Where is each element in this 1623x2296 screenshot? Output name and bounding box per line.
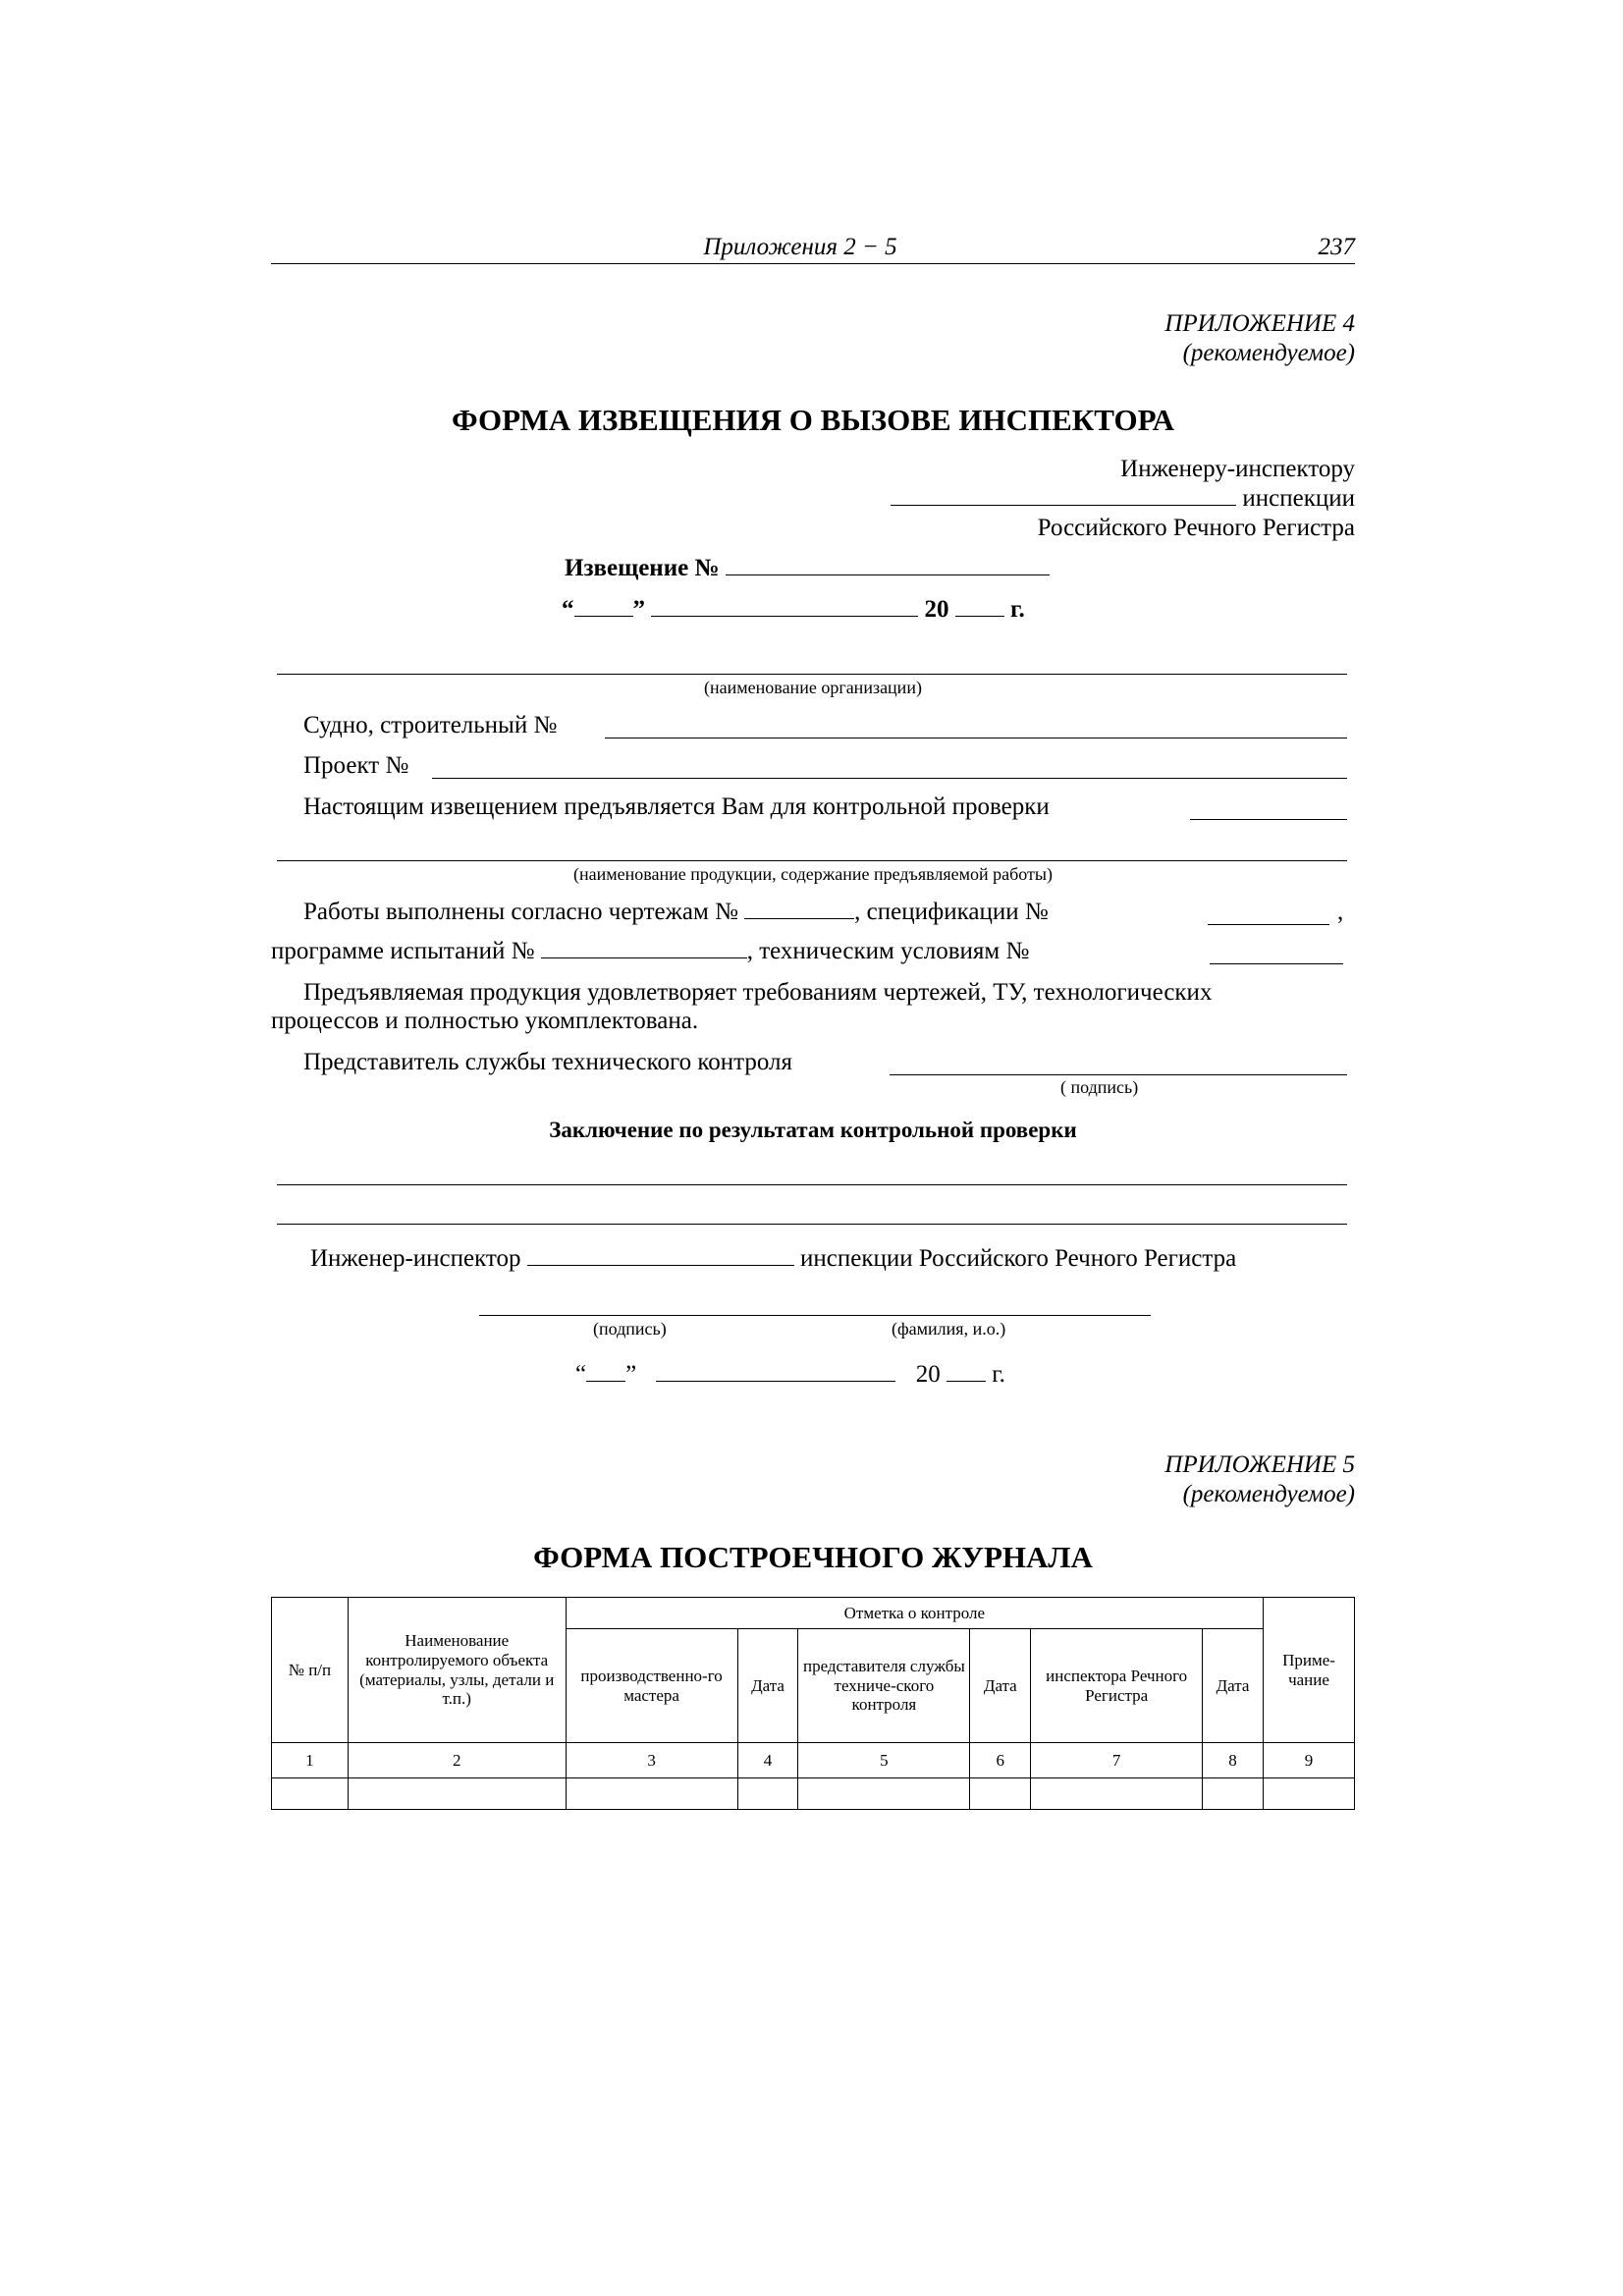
appendix5-note: (рекомендуемое)	[1182, 1481, 1355, 1507]
col-number: 5	[798, 1743, 970, 1778]
present-text: Настоящим извещением предъявляется Вам для контрольной проверки	[303, 793, 1050, 820]
table-cell[interactable]	[737, 1778, 798, 1810]
engineer-inspection-blank[interactable]	[527, 1264, 794, 1266]
running-title: Приложения 2 − 5	[703, 234, 897, 260]
engineer-signature-caption: (подпись)	[593, 1319, 667, 1339]
col-number: 7	[1031, 1743, 1203, 1778]
program-row: программе испытаний № , техническим условиям №	[271, 938, 1030, 964]
project-label: Проект №	[303, 752, 409, 779]
present-blank[interactable]	[1190, 819, 1347, 820]
specification-blank[interactable]	[1208, 924, 1329, 925]
control-mark-header: Отметка о контроле	[566, 1598, 1263, 1629]
table-cell[interactable]	[566, 1778, 737, 1810]
engineer-signature-blank[interactable]	[479, 1315, 1151, 1316]
appendix5-label: ПРИЛОЖЕНИЕ 5	[1164, 1451, 1355, 1478]
appendix5-title: ФОРМА ПОСТРОЕЧНОГО ЖУРНАЛА	[533, 1540, 1093, 1574]
col-number: 1	[272, 1743, 349, 1778]
product-blank[interactable]	[277, 860, 1347, 861]
compliance-line-1: Предъявляемая продукция удовлетворяет требованиям чертежей, ТУ, технологических	[303, 979, 1213, 1006]
notice-label: Извещение №	[565, 555, 720, 581]
compliance-line-2: процессов и полностью укомплектована.	[271, 1008, 699, 1034]
conclusion-blank-1[interactable]	[277, 1184, 1347, 1185]
col-master-header: производственно-го мастера	[566, 1629, 737, 1743]
construction-journal-table	[271, 1597, 1355, 1810]
tech-conditions-blank[interactable]	[1210, 963, 1343, 964]
col-number: 4	[737, 1743, 798, 1778]
representative-signature-caption: ( подпись)	[1060, 1077, 1139, 1097]
col-name-header: Наименование контролируемого объекта (материалы, узлы, детали и т.п.)	[348, 1598, 566, 1743]
col-number: 2	[348, 1743, 566, 1778]
representative-label: Представитель службы технического контроля	[303, 1049, 792, 1075]
conclusion-blank-2[interactable]	[277, 1224, 1347, 1225]
col-qc-header: представителя службы техниче-ского контроля	[798, 1629, 970, 1743]
header-rule	[271, 263, 1355, 264]
notice-month-blank[interactable]	[651, 615, 918, 617]
vessel-label: Судно, строительный №	[303, 712, 558, 738]
col-date-header: Дата	[1203, 1629, 1264, 1743]
drawings-blank[interactable]	[744, 917, 854, 919]
works-row: Работы выполнены согласно чертежам № , спецификации №	[303, 899, 1049, 925]
col-note-header: Приме-чание	[1264, 1598, 1355, 1743]
appendix4-note: (рекомендуемое)	[1182, 340, 1355, 366]
col-number: 6	[970, 1743, 1031, 1778]
appendix4-title: ФОРМА ИЗВЕЩЕНИЯ О ВЫЗОВЕ ИНСПЕКТОРА	[452, 403, 1174, 437]
col-date-header: Дата	[737, 1629, 798, 1743]
table-row	[272, 1778, 1355, 1810]
notice-date-row: “ ” 20 г.	[562, 596, 1025, 623]
representative-signature-blank[interactable]	[890, 1074, 1347, 1075]
table-cell[interactable]	[1031, 1778, 1203, 1810]
engineer-name-caption: (фамилия, и.о.)	[892, 1319, 1006, 1339]
program-blank[interactable]	[541, 957, 747, 958]
table-cell[interactable]	[1264, 1778, 1355, 1810]
addressee-line-1: Инженеру-инспектору	[1120, 456, 1355, 482]
col-number: 3	[566, 1743, 737, 1778]
final-date-row: “ ” 20 г.	[575, 1361, 1005, 1388]
notice-year-blank[interactable]	[955, 615, 1004, 617]
addressee-line-3: Российского Речного Регистра	[1037, 515, 1355, 541]
table-cell[interactable]	[798, 1778, 970, 1810]
notice-day-blank[interactable]	[574, 615, 633, 617]
col-number: 8	[1203, 1743, 1264, 1778]
appendix4-label: ПРИЛОЖЕНИЕ 4	[1164, 310, 1355, 337]
table-cell[interactable]	[970, 1778, 1031, 1810]
col-date-header: Дата	[970, 1629, 1031, 1743]
addressee-line-2: инспекции	[864, 485, 1355, 513]
table-cell[interactable]	[272, 1778, 349, 1810]
final-day-blank[interactable]	[586, 1380, 625, 1382]
organization-blank[interactable]	[277, 674, 1347, 675]
col-num-header: № п/п	[272, 1598, 349, 1743]
works-comma: ,	[1337, 899, 1344, 925]
product-caption: (наименование продукции, содержание предъявляемой работы)	[572, 864, 1053, 884]
inspection-blank[interactable]	[891, 504, 1236, 506]
final-year-blank[interactable]	[947, 1380, 986, 1382]
table-cell[interactable]	[348, 1778, 566, 1810]
project-blank[interactable]	[432, 778, 1347, 779]
col-inspector-header: инспектора Речного Регистра	[1031, 1629, 1203, 1743]
notice-number-row	[565, 555, 1050, 582]
engineer-row: Инженер-инспектор инспекции Российского Речного Регистра	[310, 1245, 1237, 1272]
final-month-blank[interactable]	[656, 1380, 895, 1382]
table-cell[interactable]	[1203, 1778, 1264, 1810]
conclusion-title: Заключение по результатам контрольной проверки	[549, 1118, 1077, 1142]
col-number: 9	[1264, 1743, 1355, 1778]
notice-number-blank[interactable]	[726, 574, 1050, 575]
organization-caption: (наименование организации)	[704, 678, 922, 697]
page-number: 237	[1318, 234, 1355, 260]
